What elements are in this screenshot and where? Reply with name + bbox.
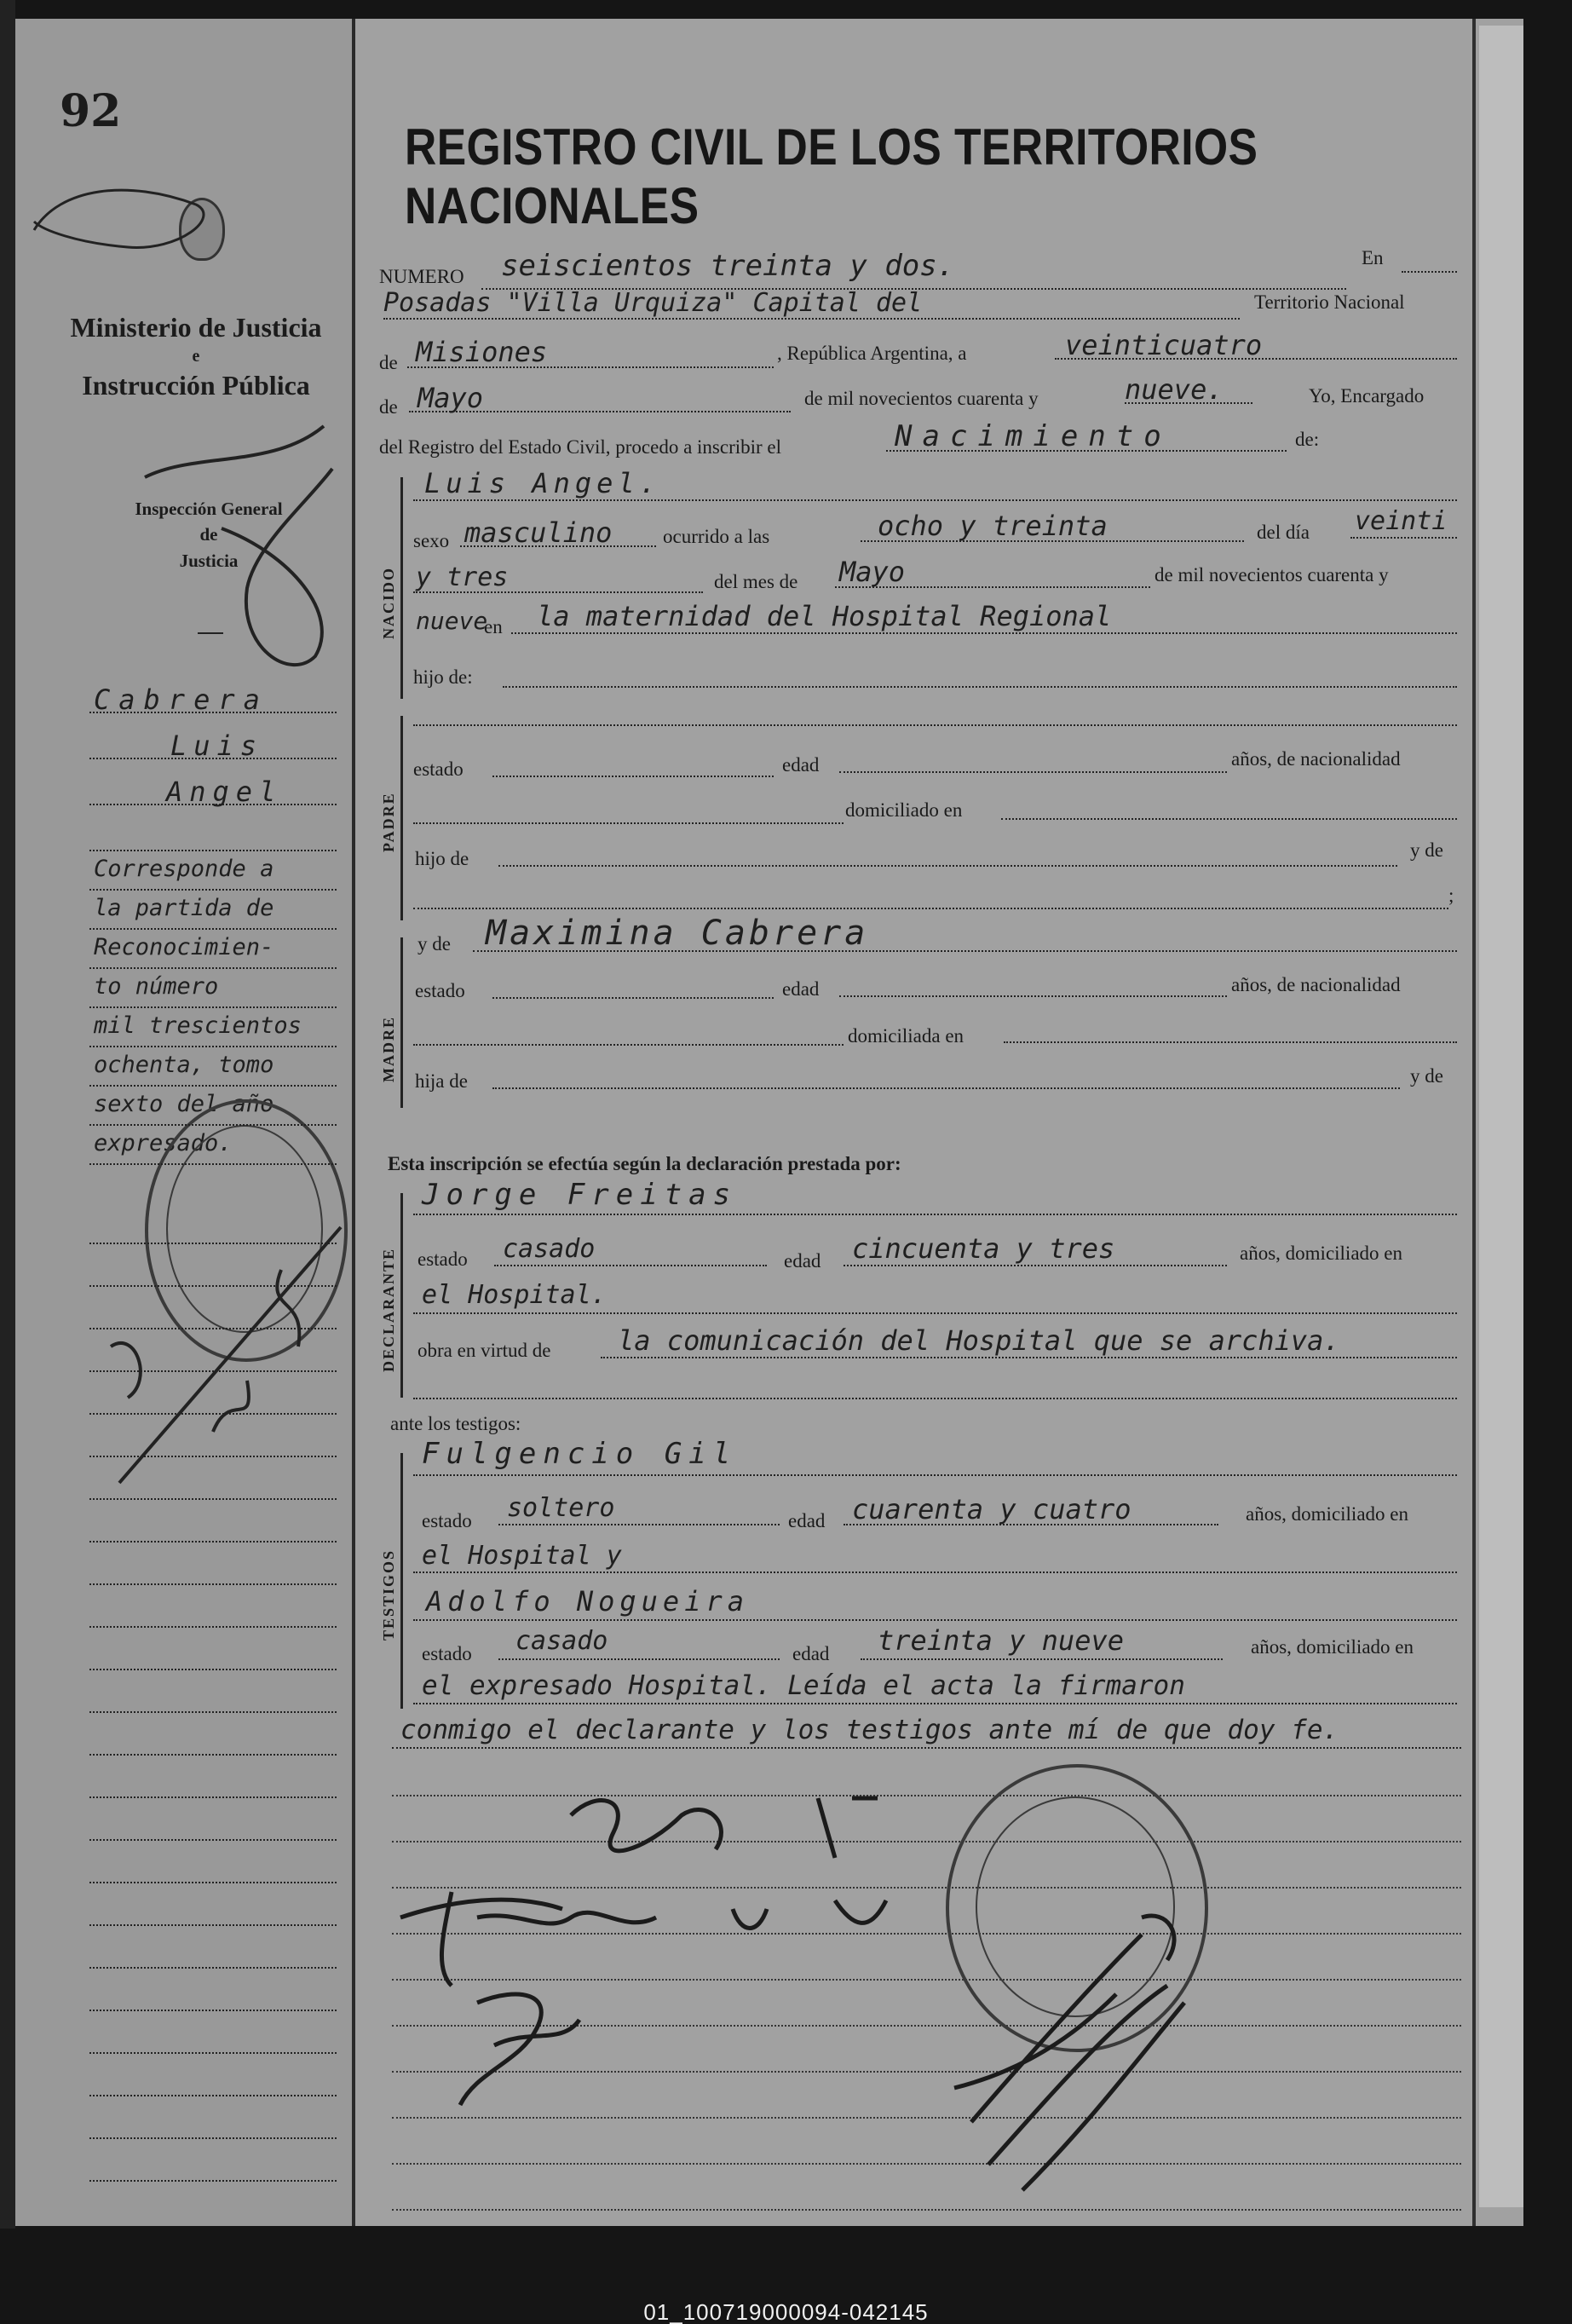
dotted-line xyxy=(844,1265,1227,1266)
witness2-estado-label: estado xyxy=(422,1643,472,1664)
year-value: nueve. xyxy=(1125,373,1224,406)
mother-value: Maximina Cabrera xyxy=(486,914,869,953)
birthday-value: veinti xyxy=(1355,506,1448,536)
dotted-line xyxy=(861,540,1244,542)
margin-name-2: Angel xyxy=(166,776,283,808)
declarante-label: DECLARANTE xyxy=(380,1247,397,1372)
witness2-estado: casado xyxy=(515,1626,608,1656)
dotted-line xyxy=(492,1087,1400,1089)
dotted-line xyxy=(492,776,774,777)
declarant-dom: el Hospital. xyxy=(422,1280,607,1310)
closing-line: conmigo el declarante y los testigos ante mí de que doy fe. xyxy=(400,1715,1339,1745)
dotted-line xyxy=(413,1571,1457,1573)
month-value: Mayo xyxy=(417,382,484,414)
padre-hijode-label: hijo de xyxy=(415,848,469,869)
act-value: Nacimiento xyxy=(895,419,1172,453)
birthyear-value: nueve xyxy=(416,607,488,635)
ocurrido-label: ocurrido a las xyxy=(663,526,770,547)
ministry-heading xyxy=(60,307,332,406)
declarant-estado-label: estado xyxy=(417,1249,468,1270)
sexo-label: sexo xyxy=(413,530,450,551)
column-divider xyxy=(352,19,355,2226)
witness2-anos-label: años, domiciliado en xyxy=(1251,1636,1414,1658)
witness1-dom: el Hospital y xyxy=(422,1541,622,1571)
numero-value: seiscientos treinta y dos. xyxy=(501,249,955,283)
dotted-line xyxy=(407,366,774,368)
dotted-line xyxy=(886,450,1287,452)
dotted-line xyxy=(413,822,844,824)
territory-value: Misiones xyxy=(416,336,548,368)
madre-estado-label: estado xyxy=(415,980,465,1001)
padre-edad-label: edad xyxy=(782,754,820,776)
padre-anos-label: años, de nacionalidad xyxy=(1231,748,1401,770)
ministry-line-2: Instrucción Pública xyxy=(82,370,310,401)
en-label: En xyxy=(1362,247,1384,268)
dotted-line xyxy=(392,1747,1461,1749)
madre-edad-label: edad xyxy=(782,978,820,1000)
margin-surname: Cabrera xyxy=(94,683,268,716)
dotted-line xyxy=(839,771,1227,773)
obra-value: la comunicación del Hospital que se archiva. xyxy=(618,1324,1340,1357)
dotted-line xyxy=(413,1312,1457,1314)
witness2-name: Adolfo Nogueira xyxy=(426,1585,749,1618)
margin-note-2: la partida de xyxy=(94,895,274,921)
dotted-line xyxy=(511,632,1457,634)
margin-ink-loop xyxy=(119,401,358,690)
padre-estado-label: estado xyxy=(413,758,464,780)
margin-note-4: to número xyxy=(94,973,219,1000)
de2-label: de xyxy=(379,396,398,418)
de3-label: de: xyxy=(1295,429,1320,450)
witness1-edad: cuarenta y cuatro xyxy=(852,1493,1131,1525)
dotted-line xyxy=(413,1214,1457,1215)
testigos-bracket xyxy=(400,1453,403,1709)
dotted-line xyxy=(835,586,1150,588)
witness1-estado-label: estado xyxy=(422,1510,472,1531)
declarant-estado: casado xyxy=(503,1234,596,1264)
dotted-line xyxy=(1055,358,1457,360)
numero-label: NUMERO xyxy=(379,266,464,287)
margin-note-5: mil trescientos xyxy=(94,1012,302,1039)
territorio-label: Territorio Nacional xyxy=(1254,291,1405,313)
ministry-line-1: Ministerio de Justicia xyxy=(70,312,322,343)
day-value: veinticuatro xyxy=(1065,329,1263,361)
dotted-line xyxy=(473,950,1457,952)
birthmonth-value: Mayo xyxy=(839,556,906,588)
place-value: Posadas "Villa Urquiza" Capital del xyxy=(383,288,923,318)
dotted-line xyxy=(861,1658,1223,1660)
dotted-line xyxy=(492,997,774,999)
place-birth-value: la maternidad del Hospital Regional xyxy=(537,600,1112,632)
declarant-name: Jorge Freitas xyxy=(422,1178,738,1212)
yo-label: Yo, Encargado xyxy=(1309,385,1425,407)
margin-note-3: Reconocimien- xyxy=(94,934,274,960)
declarant-edad-label: edad xyxy=(784,1250,821,1272)
testigos-label: TESTIGOS xyxy=(380,1548,397,1641)
witness2-edad-label: edad xyxy=(792,1643,830,1664)
dotted-line xyxy=(498,1658,780,1660)
dotted-line xyxy=(383,318,1240,320)
nacido-label: NACIDO xyxy=(380,566,397,639)
margin-note-8: expresado. xyxy=(94,1130,233,1156)
testigos-intro: ante los testigos: xyxy=(390,1413,521,1434)
margin-note-6: ochenta, tomo xyxy=(94,1052,274,1078)
witness1-name: Fulgencio Gil xyxy=(422,1437,738,1471)
witness2-edad: treinta y nueve xyxy=(878,1624,1124,1657)
witness1-estado: soltero xyxy=(507,1493,615,1523)
de-label: de xyxy=(379,352,398,373)
margin-name-1: Luis xyxy=(170,729,264,762)
dotted-line xyxy=(413,1619,1457,1621)
madre-yde2-label: y de xyxy=(1410,1065,1443,1087)
dotted-line xyxy=(1004,1041,1457,1043)
mil2-label: de mil novecientos cuarenta y xyxy=(1155,564,1389,585)
document-title: REGISTRO CIVIL DE LOS TERRITORIOS NACIONALES xyxy=(405,118,1258,234)
declarante-bracket xyxy=(400,1193,403,1398)
dotted-line xyxy=(1350,537,1457,539)
dotted-line xyxy=(413,499,1457,501)
madre-label: MADRE xyxy=(380,1016,397,1082)
republica-label: , República Argentina, a xyxy=(777,343,967,364)
dotted-line xyxy=(413,1398,1457,1399)
dotted-line xyxy=(844,1524,1218,1525)
madre-bracket xyxy=(400,937,403,1108)
padre-label: PADRE xyxy=(380,792,397,852)
inspection-line-3: Justicia xyxy=(179,550,239,571)
delmes-label: del mes de xyxy=(714,571,798,592)
dotted-line xyxy=(494,1265,767,1266)
ministry-e: e xyxy=(192,347,200,366)
dotted-line xyxy=(503,686,1457,688)
dotted-line xyxy=(1402,271,1457,273)
dotted-line xyxy=(460,545,656,547)
madre-anos-label: años, de nacionalidad xyxy=(1231,974,1401,995)
dotted-line xyxy=(413,1044,844,1046)
dotted-line xyxy=(498,865,1397,867)
dotted-line xyxy=(413,1474,1457,1476)
padre-yde-label: y de xyxy=(1410,839,1443,861)
dotted-line xyxy=(413,591,703,593)
dotted-line xyxy=(1001,818,1457,820)
dotted-line xyxy=(839,995,1227,997)
dotted-line xyxy=(601,1357,1457,1358)
obra-label: obra en virtud de xyxy=(417,1340,551,1361)
hour-value: ocho y treinta xyxy=(878,510,1108,542)
declaracion-label: Esta inscripción se efectúa según la declaración prestada por: xyxy=(388,1153,901,1174)
page-number: 92 xyxy=(60,85,122,137)
scan-caption: 01_100719000094-042145 xyxy=(643,2299,929,2324)
padre-domiciliado-label: domiciliado en xyxy=(845,799,963,821)
nacido-bracket xyxy=(400,477,403,699)
dotted-line xyxy=(413,1703,1457,1704)
child-name: Luis Angel. xyxy=(424,467,661,499)
dotted-line xyxy=(498,1524,780,1525)
declarant-anos-label: años, domiciliado en xyxy=(1240,1243,1402,1264)
declarant-edad: cincuenta y tres xyxy=(852,1232,1115,1265)
en2-label: en xyxy=(484,616,503,637)
semicolon: ; xyxy=(1448,885,1454,906)
witness1-anos-label: años, domiciliado en xyxy=(1246,1503,1408,1525)
hijo-label: hijo de: xyxy=(413,666,473,688)
inspection-line-2: de xyxy=(199,524,218,545)
madre-domiciliada-label: domiciliada en xyxy=(848,1025,965,1047)
padre-bracket xyxy=(400,716,403,920)
madre-hija-label: hija de xyxy=(415,1070,468,1092)
witness2-dom: el expresado Hospital. Leída el acta la firmaron xyxy=(422,1670,1185,1701)
birthday-value-2: y tres xyxy=(416,562,509,592)
book-spine xyxy=(0,0,15,2324)
margin-signature xyxy=(85,1176,366,1500)
inspection-line-1: Inspección General xyxy=(135,499,283,519)
dotted-line xyxy=(413,908,1448,909)
deldia-label: del día xyxy=(1257,522,1310,543)
registro-label: del Registro del Estado Civil, procedo a inscribir el xyxy=(379,436,782,458)
margin-note-1: Corresponde a xyxy=(94,856,274,882)
margin-note-7: sexto del año xyxy=(94,1091,274,1117)
dotted-line xyxy=(413,724,1457,726)
dotted-line xyxy=(1125,402,1252,404)
sexo-value: masculino xyxy=(464,516,613,549)
mil-label: de mil novecientos cuarenta y xyxy=(804,388,1039,409)
dotted-line xyxy=(409,411,791,412)
margin-scribble xyxy=(26,170,230,264)
witness1-edad-label: edad xyxy=(788,1510,826,1531)
madre-yde-label: y de xyxy=(417,933,451,954)
signatures xyxy=(375,1764,1500,2224)
